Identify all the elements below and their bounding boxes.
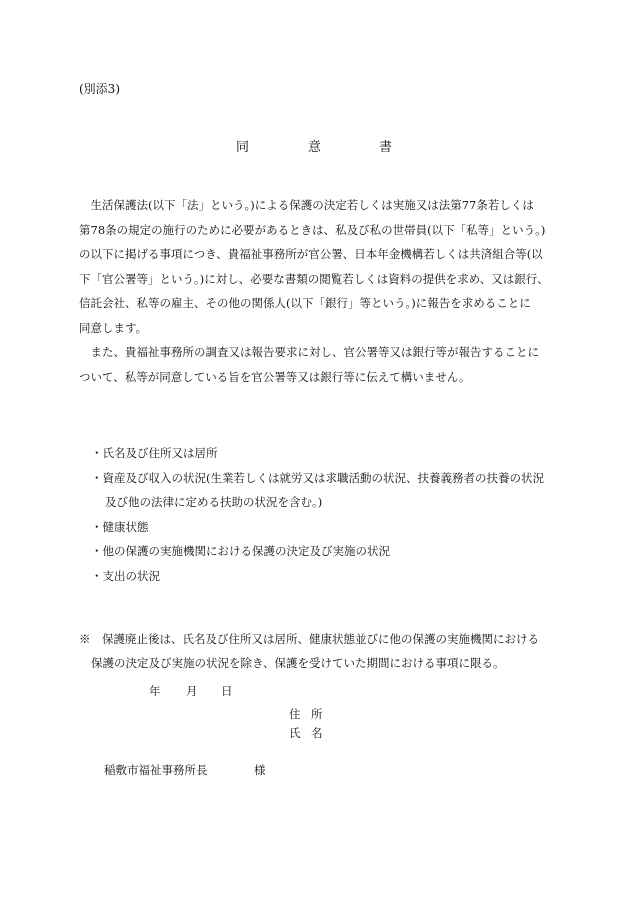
- footnote: [79, 627, 559, 675]
- attachment-label: (別添3): [79, 82, 120, 96]
- list-item: ・資産及び収入の状況(生業若しくは就労又は求職活動の状況、扶養義務者の扶養の状況: [91, 470, 544, 485]
- body-line: また、貴福祉事務所の調査又は報告要求に対し、官公署等又は銀行等が報告することに: [90, 345, 539, 359]
- signature-block: [289, 705, 323, 743]
- date-year-label: 年: [149, 684, 161, 698]
- item-list: [91, 441, 561, 588]
- body-line: 信託会社、私等の雇主、その他の関係人(以下「銀行」等という。)に報告を求めることに: [79, 296, 531, 310]
- list-item: ・支出の状況: [91, 568, 160, 583]
- title-char: 同: [236, 140, 250, 155]
- recipient: 稲敷市福祉事務所長: [104, 763, 208, 777]
- title-char: 意: [308, 140, 322, 155]
- date-day-label: 日: [221, 684, 233, 698]
- honorific: 様: [254, 763, 266, 777]
- footnote-line: 保護の決定及び実施の状況を除き、保護を受けていた期間における事項に限る。: [91, 656, 505, 670]
- body-line: 同意します。: [79, 320, 148, 335]
- document-title: [0, 136, 630, 156]
- name-label: 氏 名: [289, 726, 323, 740]
- body-line: の以下に掲げる事項につき、貴福祉事務所が官公署、日本年金機構若しくは共済組合等(以: [79, 247, 543, 261]
- title-char: 書: [379, 140, 393, 155]
- body-line: 第78条の規定の施行のために必要があるときは、私及び私の世帯員(以下「私等」という。): [79, 222, 546, 237]
- footnote-line: ※ 保護廃止後は、氏名及び住所又は居所、健康状態並びに他の保護の実施機関における: [79, 632, 539, 646]
- consent-body: [79, 193, 549, 389]
- body-line: ついて、私等が同意している旨を官公署等又は銀行等に伝えて構いません。: [79, 369, 471, 384]
- list-item-continuation: 及び他の法律に定める扶助の状況を含む。): [105, 495, 323, 509]
- address-label: 住 所: [289, 707, 323, 721]
- body-line: 生活保護法(以下「法」という。)による保護の決定若しくは実施又は法第77条若しくは: [90, 198, 534, 212]
- list-item: ・他の保護の実施機関における保護の決定及び実施の状況: [91, 544, 390, 558]
- date-month-label: 月: [186, 684, 198, 698]
- list-item: ・健康状態: [91, 519, 149, 534]
- list-item: ・氏名及び住所又は居所: [91, 446, 218, 460]
- body-line: 下「官公署等」という。)に対し、必要な書類の閲覧若しくは資料の提供を求め、又は銀行、: [79, 271, 549, 286]
